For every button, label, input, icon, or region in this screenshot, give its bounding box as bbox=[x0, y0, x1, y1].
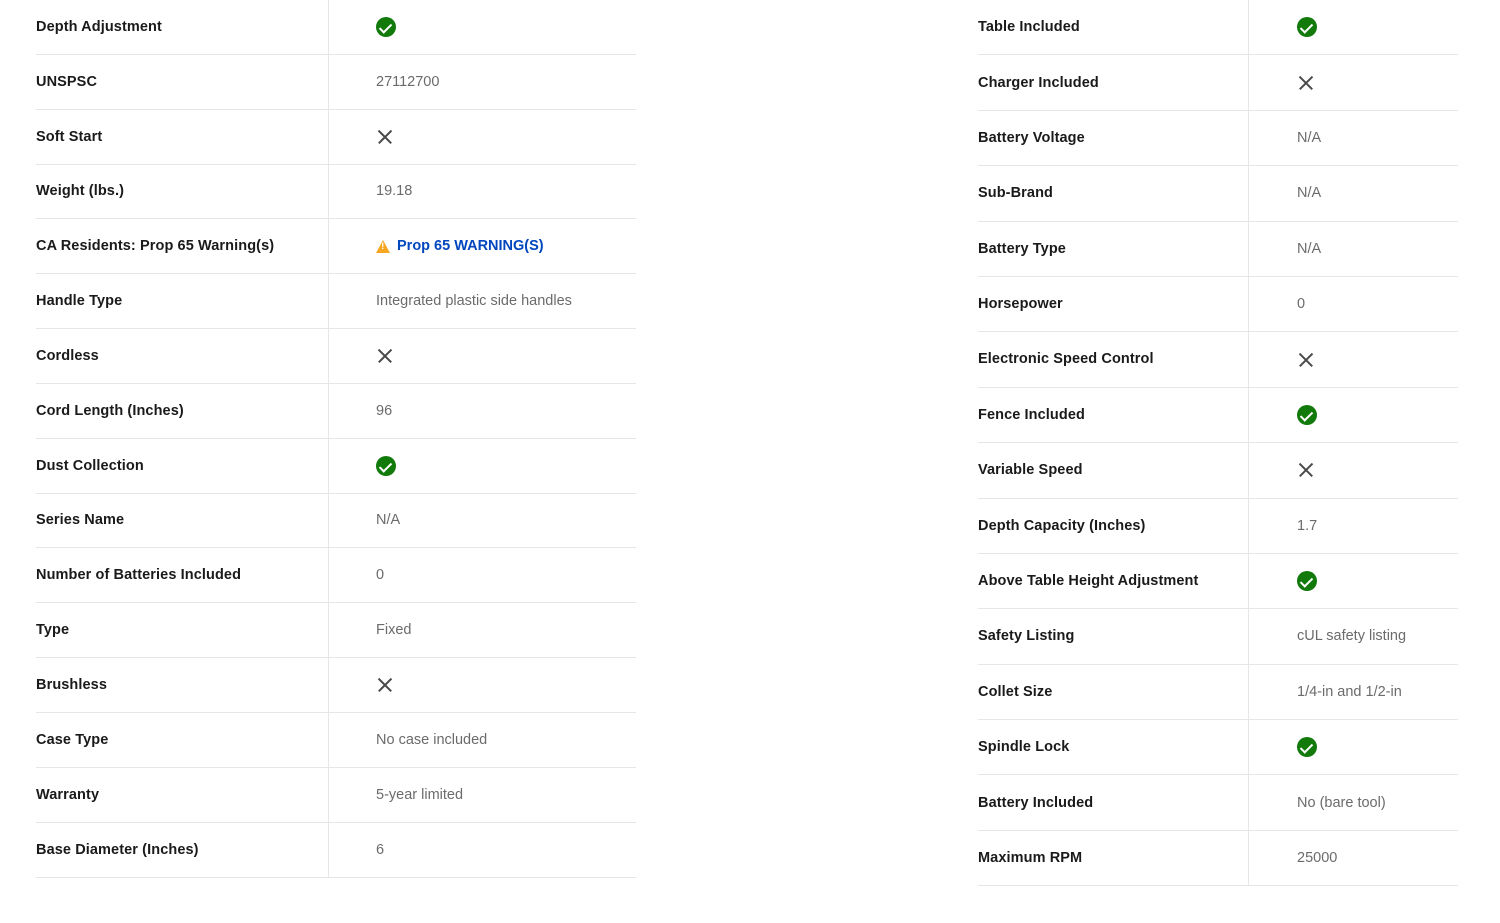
spec-value-text: No (bare tool) bbox=[1297, 794, 1386, 811]
spec-row bbox=[978, 443, 1458, 498]
spec-row bbox=[978, 775, 1458, 830]
spec-value-text: 0 bbox=[376, 567, 385, 584]
spec-label: Cordless bbox=[36, 347, 99, 364]
spec-label: Soft Start bbox=[36, 128, 103, 145]
spec-value-text: N/A bbox=[1297, 240, 1322, 257]
spec-row bbox=[978, 111, 1458, 166]
spec-row bbox=[36, 274, 636, 329]
prop65-warning-link[interactable] bbox=[376, 237, 544, 255]
spec-label: Collet Size bbox=[978, 683, 1053, 700]
spec-row bbox=[978, 0, 1458, 55]
spec-row bbox=[978, 55, 1458, 110]
spec-label: Variable Speed bbox=[978, 462, 1083, 479]
cross-icon bbox=[376, 128, 394, 146]
check-circle-icon bbox=[1297, 17, 1317, 37]
spec-value-text: 25000 bbox=[1297, 849, 1338, 866]
spec-value bbox=[328, 219, 636, 273]
spec-value-text: 19.18 bbox=[376, 183, 413, 200]
spec-label: Battery Included bbox=[978, 794, 1094, 811]
spec-label: Above Table Height Adjustment bbox=[978, 573, 1199, 590]
spec-row bbox=[36, 55, 636, 110]
warning-triangle-icon bbox=[376, 240, 390, 253]
spec-row bbox=[978, 332, 1458, 387]
spec-row bbox=[978, 166, 1458, 221]
spec-row bbox=[36, 329, 636, 384]
check-circle-icon bbox=[1297, 571, 1317, 591]
spec-row bbox=[978, 499, 1458, 554]
spec-value-text: 6 bbox=[376, 841, 385, 858]
spec-label: Charger Included bbox=[978, 74, 1099, 91]
spec-value bbox=[328, 494, 636, 548]
check-circle-icon bbox=[1297, 737, 1317, 757]
spec-value bbox=[328, 110, 636, 164]
cross-icon bbox=[1297, 351, 1315, 369]
spec-value bbox=[1248, 720, 1458, 774]
spec-label: Type bbox=[36, 622, 70, 639]
check-circle-icon bbox=[1297, 405, 1317, 425]
spec-value-text: No case included bbox=[376, 731, 488, 748]
spec-value bbox=[1248, 499, 1458, 553]
spec-value bbox=[1248, 222, 1458, 276]
check-circle-icon bbox=[376, 456, 396, 476]
spec-row bbox=[36, 0, 636, 55]
spec-label: Brushless bbox=[36, 676, 108, 693]
spec-value bbox=[328, 658, 636, 712]
spec-value bbox=[1248, 554, 1458, 608]
spec-value-text: N/A bbox=[1297, 129, 1322, 146]
spec-label: CA Residents: Prop 65 Warning(s) bbox=[36, 238, 275, 255]
spec-value-text: N/A bbox=[376, 512, 401, 529]
spec-value-text: cUL safety listing bbox=[1297, 628, 1407, 645]
spec-row bbox=[36, 548, 636, 603]
spec-value bbox=[1248, 609, 1458, 663]
spec-value bbox=[328, 274, 636, 328]
spec-label: Spindle Lock bbox=[978, 739, 1070, 756]
spec-label: Maximum RPM bbox=[978, 849, 1083, 866]
column-gap bbox=[636, 0, 978, 923]
spec-label: Dust Collection bbox=[36, 457, 144, 474]
specifications-left-column bbox=[36, 0, 636, 923]
spec-label: Table Included bbox=[978, 19, 1080, 36]
check-circle-icon bbox=[376, 17, 396, 37]
spec-label: Battery Voltage bbox=[978, 129, 1085, 146]
spec-value bbox=[1248, 166, 1458, 220]
spec-row bbox=[978, 388, 1458, 443]
spec-value-text: 5-year limited bbox=[376, 786, 464, 803]
spec-label: Number of Batteries Included bbox=[36, 567, 242, 584]
spec-row bbox=[36, 823, 636, 878]
spec-label: Warranty bbox=[36, 786, 100, 803]
spec-label: Fence Included bbox=[978, 406, 1085, 423]
spec-row bbox=[36, 165, 636, 220]
spec-row bbox=[36, 658, 636, 713]
spec-value bbox=[1248, 388, 1458, 442]
spec-row bbox=[978, 554, 1458, 609]
spec-row bbox=[978, 720, 1458, 775]
spec-value bbox=[1248, 332, 1458, 386]
spec-value bbox=[328, 329, 636, 383]
spec-row bbox=[36, 384, 636, 439]
specifications-right-column bbox=[978, 0, 1458, 923]
cross-icon bbox=[1297, 74, 1315, 92]
spec-value bbox=[328, 439, 636, 493]
spec-value-text: 1/4-in and 1/2-in bbox=[1297, 683, 1402, 700]
spec-label: Case Type bbox=[36, 731, 109, 748]
cross-icon bbox=[1297, 461, 1315, 479]
spec-value bbox=[1248, 831, 1458, 885]
spec-label: Series Name bbox=[36, 512, 125, 529]
spec-value bbox=[1248, 775, 1458, 829]
spec-value bbox=[328, 165, 636, 219]
spec-row bbox=[978, 277, 1458, 332]
spec-row bbox=[36, 219, 636, 274]
spec-row bbox=[978, 665, 1458, 720]
spec-value bbox=[1248, 277, 1458, 331]
spec-value bbox=[328, 603, 636, 657]
spec-value bbox=[328, 823, 636, 877]
spec-value-text: 0 bbox=[1297, 296, 1306, 313]
spec-value bbox=[328, 55, 636, 109]
spec-row bbox=[36, 713, 636, 768]
spec-label: Horsepower bbox=[978, 296, 1063, 313]
spec-label: Electronic Speed Control bbox=[978, 351, 1154, 368]
spec-row bbox=[36, 603, 636, 658]
spec-label: Handle Type bbox=[36, 293, 123, 310]
spec-value bbox=[1248, 443, 1458, 497]
spec-row bbox=[36, 768, 636, 823]
spec-row bbox=[36, 110, 636, 165]
spec-value bbox=[328, 548, 636, 602]
spec-value-text: N/A bbox=[1297, 185, 1322, 202]
spec-value-text: 96 bbox=[376, 402, 393, 419]
spec-label: Cord Length (Inches) bbox=[36, 402, 184, 419]
spec-label: Weight (lbs.) bbox=[36, 183, 125, 200]
cross-icon bbox=[376, 347, 394, 365]
spec-value bbox=[328, 768, 636, 822]
spec-row bbox=[978, 609, 1458, 664]
spec-value bbox=[1248, 55, 1458, 109]
spec-value bbox=[328, 0, 636, 54]
spec-row bbox=[978, 831, 1458, 886]
spec-value-text: Integrated plastic side handles bbox=[376, 293, 572, 310]
spec-label: Battery Type bbox=[978, 240, 1066, 257]
spec-row bbox=[36, 494, 636, 549]
spec-label: Depth Adjustment bbox=[36, 18, 162, 35]
prop65-warning-label: Prop 65 WARNING(S) bbox=[397, 238, 544, 255]
spec-row bbox=[978, 222, 1458, 277]
spec-value-text: 1.7 bbox=[1297, 517, 1318, 534]
spec-value-text: 27112700 bbox=[376, 73, 440, 90]
spec-label: UNSPSC bbox=[36, 73, 98, 90]
cross-icon bbox=[376, 676, 394, 694]
spec-label: Sub-Brand bbox=[978, 185, 1054, 202]
spec-value bbox=[1248, 0, 1458, 54]
spec-label: Safety Listing bbox=[978, 628, 1075, 645]
spec-label: Base Diameter (Inches) bbox=[36, 841, 199, 858]
spec-value-text: Fixed bbox=[376, 622, 412, 639]
spec-value bbox=[328, 384, 636, 438]
spec-value bbox=[1248, 111, 1458, 165]
spec-row bbox=[36, 439, 636, 494]
spec-label: Depth Capacity (Inches) bbox=[978, 517, 1146, 534]
spec-value bbox=[328, 713, 636, 767]
spec-value bbox=[1248, 665, 1458, 719]
